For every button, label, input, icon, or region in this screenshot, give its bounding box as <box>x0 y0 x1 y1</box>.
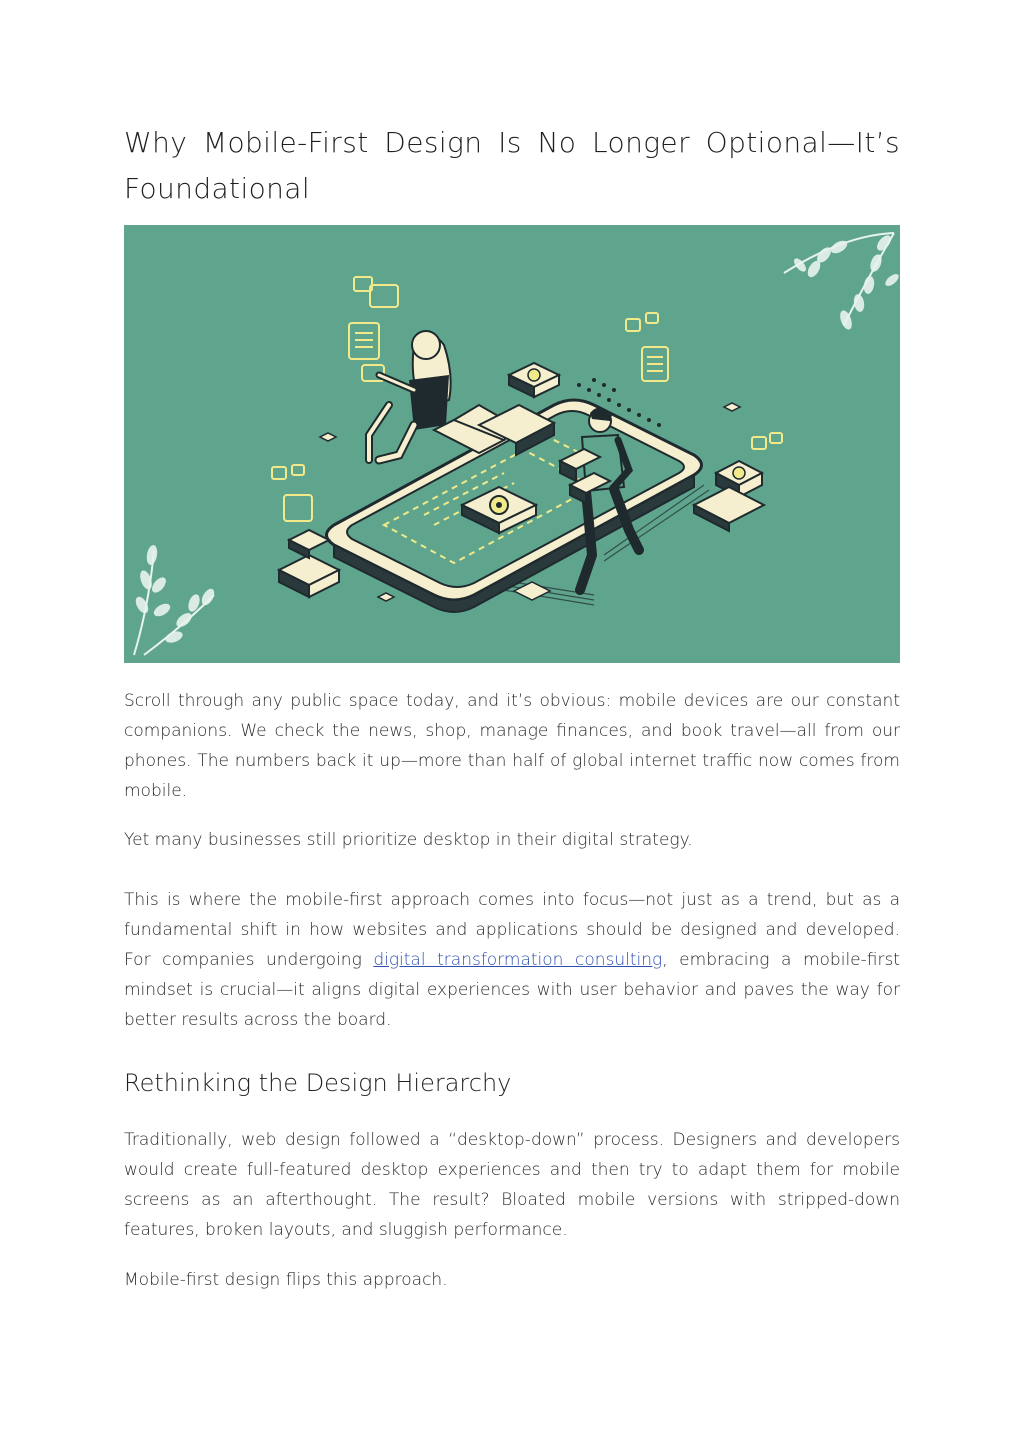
paragraph-intro: Scroll through any public space today, and it’s obvious: mobile devices are our constant companions. We check the news, shop, manage finances, and book travel—all from our phones. The numbers back it up—more than half of global internet traffic now comes from mobile. <box>124 691 900 801</box>
paragraph-flips-approach: Mobile-first design flips this approach. <box>124 1270 448 1290</box>
digital-transformation-consulting-link[interactable]: digital transformation consulting <box>373 950 663 970</box>
paragraph-mobile-first-approach <box>124 885 900 1035</box>
paragraph-text-after-link: , embracing a mobile-first mindset is crucial—it aligns digital experiences with user behavior and paves the way for better results across the board. <box>124 950 900 1030</box>
woman-figure-icon <box>369 331 514 460</box>
leaf-branch-top-right-icon <box>792 233 900 331</box>
gear-box-top-icon <box>509 363 559 397</box>
paragraph-desktop-priority: Yet many businesses still prioritize desktop in their digital strategy. <box>124 830 693 850</box>
paragraph-text-before-link: This is where the mobile-first approach comes into focus—not just as a trend, but as a fundamental shift in how websites and applications should be designed and developed. For companies undergoing <box>124 890 900 970</box>
paragraph-desktop-down: Traditionally, web design followed a “desktop-down” process. Designers and developers would create full-featured desktop experiences and then try to adapt them for mobile screens as an afterthought. The result? Bloated mobile versions with stripped-down features, broken layouts, and sluggish performance. <box>124 1130 900 1240</box>
hero-illustration <box>124 225 900 663</box>
article-title: Why Mobile-First Design Is No Longer Optional—It’s Foundational <box>124 126 900 205</box>
gear-box-right-icon <box>694 461 764 531</box>
section-heading: Rethinking the Design Hierarchy <box>124 1069 512 1097</box>
box-bottom-left-icon <box>279 530 339 597</box>
